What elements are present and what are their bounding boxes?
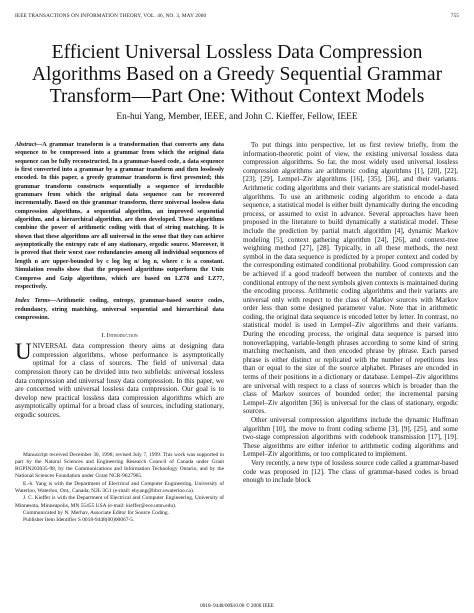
- title-line-2: Algorithms Based on a Greedy Sequential Grammar: [31, 64, 443, 85]
- title-line-3: Transform—Part One: Without Context Models: [49, 86, 425, 107]
- index-terms-text: Arithmetic coding, entropy, grammar-based source codes, redundancy, string matching, universal sequential and hierarchical data compression.: [15, 298, 224, 321]
- index-terms-label: Index Terms—: [15, 298, 57, 305]
- drop-cap: U: [15, 339, 32, 365]
- intro-first-word: NIVERSAL: [32, 342, 68, 351]
- right-column: [243, 141, 458, 485]
- body-paragraph: Other universal compression algorithms include the dynamic Huffman algorithm [10], the move to front coding scheme [3], [9], [25], and some two-stage compression algorithms with codebook transmission [17], [19]. These algorithms are either inferior to arithmetic coding algorithms and Lempel–Ziv algorithms, or too complicated to implement.: [243, 416, 458, 459]
- footnote: Manuscript received December 30, 1998; revised July 7, 1999. This work was supported in part by the Natural Sciences and Engineering Research Council of Canada under Grant RGPIN203035-98, by the Communications and Information Technology Ontario, and by the National Sciences Foundation under Grant NCR-9627965.: [15, 451, 224, 480]
- body-paragraph: To put things into perspective, let us first review briefly, from the information-theoretic point of view, the existing universal lossless data compression algorithms. So far, the most widely used universal lossless compression algorithms are arithmetic coding algorithms [1], [20], [22], [23], [29], Lempel–Ziv algorithms [16], [35], [36], and their variants. Arithmetic coding algorithms and their variants are statistical model-based algorithms. To use an arithmetic coding algorithm to encode a data sequence, a statistical model is either built dynamically during the encoding process, or assumed to exist in advance. Several approaches have been proposed in the literature to build dynamically a statistical model. These include the prediction by partial match algorithm [4], dynamic Markov modeling [5], context gathering algorithm [24], [26], and context-tree weighting method [27], [28]. Typically, in all these methods, the next symbol in the data sequence is predicted by a proper context and coded by the corresponding estimated conditional probability. Good compression can be achieved if a good tradeoff between the number of contexts and the conditional entropy of the next symbols given contexts is maintained during the encoding process. Arithmetic coding algorithms and their variants are universal only with respect to the class of Markov sources with Markov order less than some designed parameter value. Note that in arithmetic coding, the original data sequence is encoded letter by letter. In contrast, no statistical model is used in Lempel–Ziv algorithms and their variants. During the encoding process, the original data sequence is parsed into nonoverlapping, variable-length phrases according to some kind of string matching mechanism, and then encoded phrase by phrase. Each parsed phrase is either distinct or replicated with the number of repetitions less than or equal to the size of the source alphabet. Phrases are encoded in terms of their positions in a dictionary or database. Lempel–Ziv algorithms are universal with respect to a class of sources which is broader than the class of Markov sources of bounded order; the incremental parsing Lempel–Ziv algorithm [36] is universal for the class of stationary, ergodic sources.: [243, 141, 458, 416]
- running-head: [15, 13, 459, 22]
- body-paragraph: Very recently, a new type of lossless source code called a grammar-based code was proposed in [12]. The class of grammar-based codes is broad enough to include block: [243, 458, 458, 485]
- abstract-text: A grammar transform is a transformation that converts any data sequence to be compressed into a grammar from which the original data sequence can be fully reconstructed. In a grammar-based code, a data sequence is first converted into a grammar by a grammar transform and then losslessly encoded. In this paper, a greedy grammar transform is first presented; this grammar transform constructs sequentially a sequence of irreducible grammars from which the original data sequence can be recovered incrementally. Based on this grammar transform, three universal lossless data compression algorithms, a sequential algorithm, an improved sequential algorithm, and a hierarchical algorithm, are then developed. These algorithms combine the power of arithmetic coding with that of string matching. It is shown that these algorithms are all universal in the sense that they can achieve asymptotically the entropy rate of any stationary, ergodic source. Moreover, it is proved that their worst case redundancies among all individual sequences of length n are upper-bounded by c log log n/ log n, where c is a constant. Simulation results show that the proposed algorithms outperform the Unix Compress and Gzip algorithms, which are based on LZ78 and LZ77, respectively.: [15, 142, 224, 290]
- page-number: 755: [450, 13, 459, 19]
- left-column: [15, 141, 224, 525]
- paper-title: [20, 42, 454, 108]
- copyright-line: 0018–9448/00$10.00 © 2000 IEEE: [200, 603, 274, 609]
- authors: En-hui Yang, Member, IEEE, and John C. Kieffer, Fellow, IEEE: [116, 112, 358, 122]
- journal-header: IEEE TRANSACTIONS ON INFORMATION THEORY, VOL. 46, NO. 3, MAY 2000: [15, 13, 207, 19]
- intro-paragraph: [15, 339, 224, 419]
- section-title: Introduction: [106, 332, 138, 340]
- index-terms: [15, 297, 224, 322]
- abstract-label: Abstract—: [15, 142, 43, 148]
- section-heading: [15, 332, 224, 339]
- title-line-1: Efficient Universal Lossless Data Compression: [51, 42, 423, 63]
- footnote: Publisher Item Identifier S 0018-9448(00)00067-5.: [23, 517, 135, 524]
- footnote: Communicated by N. Merhav, Associate Editor for Source Coding.: [23, 509, 169, 516]
- section-number: I.: [101, 332, 106, 340]
- abstract: [15, 141, 224, 291]
- footnote: J. C. Kieffer is with the Department of Electrical and Computer Engineering, University of Minnesota, Minneapolis, MN 55455 USA (e-mail: kieffer@ece.umn.edu).: [15, 495, 224, 509]
- intro-text: data compression theory aims at designing data compression algorithms, whose performance is asymptotically optimal for a class of sources. The field of universal data compression theory can be divided into two subfields: universal lossless data compression and universal lossy data compression. In this paper, we are concerned with universal lossless data compression. Our goal is to develop new practical lossless data compression algorithms which are asymptotically optimal for a broad class of sources, including stationary, ergodic sources.: [15, 342, 224, 419]
- footnotes: [15, 452, 224, 525]
- footnote: E.-h. Yang is with the Department of Electrical and Computer Engineering, University of Waterloo, Waterloo, Ont., Canada, N2L 3G1 (e-mail: ehyang@bbcr.uwaterloo.ca).: [15, 480, 224, 495]
